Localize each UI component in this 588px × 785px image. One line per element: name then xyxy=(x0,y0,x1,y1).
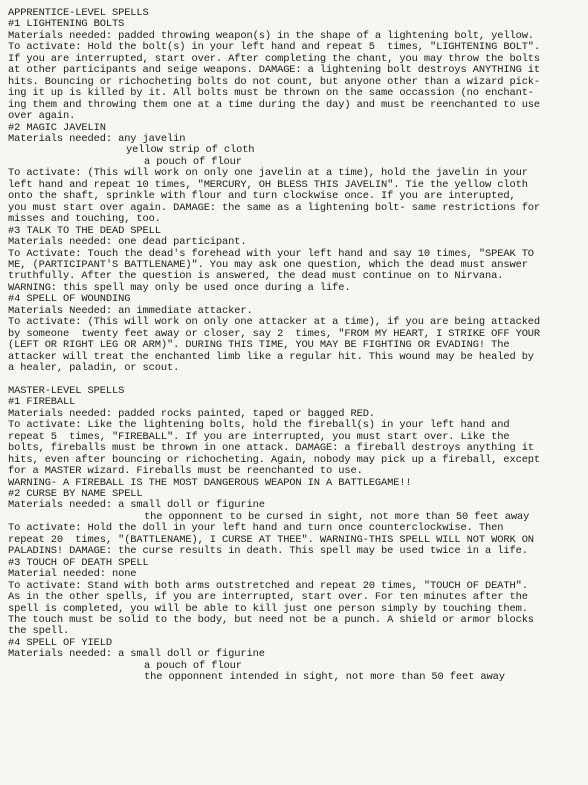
text-line: at other participants and seige weapons. DAMAGE: a lightening bolt destroys ANYTHING it xyxy=(8,64,541,77)
text-line: repeat 20 times, "(BATTLENAME), I CURSE AT THEE". WARNING-THIS SPELL WILL NOT WORK ON xyxy=(8,533,534,546)
text-line: misses and touching, too. xyxy=(8,213,161,226)
text-line: If you are interrupted, start over. After completing the chant, you may throw the bolts xyxy=(8,52,541,65)
text-line: ME, (PARTICIPANT'S BATTLENAME)". You may ask one question, which the dead must answer xyxy=(8,258,528,271)
materials-item: a pouch of flour xyxy=(144,155,242,168)
text-line: ing it up is killed by it. All bolts must be thrown on the same occassion (no enchant- xyxy=(8,87,534,100)
spell-title: #3 TALK TO THE DEAD SPELL xyxy=(8,224,161,237)
master-section xyxy=(8,386,582,684)
text-line: To activate: Hold the doll in your left hand and turn once counterclockwise. Then xyxy=(8,522,504,535)
materials-item: yellow strip of cloth xyxy=(126,144,255,157)
text-line: for a MASTER wizard. Fireballs must be reenchanted to use. xyxy=(8,465,363,478)
text-line: PALADINS! DAMAGE: the curse results in death. This spell may be used twice in a life. xyxy=(8,545,528,558)
spell-title: #2 MAGIC JAVELIN xyxy=(8,121,106,134)
text-line: Materials needed: one dead participant. xyxy=(8,236,247,249)
text-line: hits, even after bouncing or richocheting. Again, nobody may pick up a fireball, except xyxy=(8,453,541,466)
section-heading-master: MASTER-LEVEL SPELLS xyxy=(8,384,125,397)
spell-title: #3 TOUCH OF DEATH SPELL xyxy=(8,556,149,569)
spell-talk-to-dead xyxy=(8,226,582,295)
text-line: by someone twenty feet away or closer, say 2 times, "FROM MY HEART, I STRIKE OFF YOUR xyxy=(8,327,541,340)
text-line: bolts, fireballs must be thrown in one attack. DAMAGE: a fireball destroys anything it xyxy=(8,442,534,455)
text-line: Materials needed: padded rocks painted, taped or bagged RED. xyxy=(8,407,375,420)
text-line: repeat 5 times, "FIREBALL". If you are interrupted, you must start over. Like the xyxy=(8,430,510,443)
text-line: WARNING: this spell may only be used once during a life. xyxy=(8,281,351,294)
text-line: a healer, paladin, or scout. xyxy=(8,362,180,375)
text-line: Materials Needed: an immediate attacker. xyxy=(8,304,253,317)
spell-title: #2 CURSE BY NAME SPELL xyxy=(8,488,143,501)
text-line: Material needed: none xyxy=(8,568,137,581)
spell-wounding xyxy=(8,294,582,374)
materials-item: the opponnent intended in sight, not more than 50 feet away xyxy=(144,671,505,684)
text-line: Materials needed: a small doll or figurine xyxy=(8,499,265,512)
spell-title: #4 SPELL OF WOUNDING xyxy=(8,293,131,306)
spell-curse-by-name xyxy=(8,489,582,558)
materials-item: a pouch of flour xyxy=(144,659,242,672)
text-line: spell is completed, you will be able to kill just one person simply by touching them. xyxy=(8,602,528,615)
spell-of-yield xyxy=(8,638,582,684)
text-line: The touch must be solid to the body, but need not be a punch. A shield or armor blocks xyxy=(8,614,534,626)
section-heading-apprentice: APPRENTICE-LEVEL SPELLS xyxy=(8,7,149,19)
apprentice-section xyxy=(8,8,582,375)
spell-touch-of-death xyxy=(8,558,582,638)
text-line: To activate: (This will work on only one javelin at a time), hold the javelin in your xyxy=(8,167,528,180)
text-line: Materials needed: padded throwing weapon(s) in the shape of a lightening bolt, yellow. xyxy=(8,29,534,42)
text-line: As in the other spells, if you are interrupted, start over. For ten minutes after the xyxy=(8,591,528,604)
text-line: over again. xyxy=(8,110,76,123)
text-line: truthfully. After the question is answered, the dead must continue on to Nirvana. xyxy=(8,270,504,283)
materials-item: the opponnent to be cursed in sight, not more than 50 feet away xyxy=(144,510,530,523)
text-line: Materials needed: a small doll or figurine xyxy=(8,648,265,661)
spell-title: #1 FIREBALL xyxy=(8,396,76,409)
text-line: hits. Bouncing or richocheting bolts do not count, but anyone other than a wizard pick- xyxy=(8,75,541,88)
warning-line: WARNING- A FIREBALL IS THE MOST DANGEROUS WEAPON IN A BATTLEGAME!! xyxy=(8,476,412,489)
text-line: To activate: Hold the bolt(s) in your left hand and repeat 5 times, "LIGHTENING BOLT". xyxy=(8,41,541,54)
text-line: onto the shaft, sprinkle with flour and turn clockwise once. If you are interupted, xyxy=(8,190,516,203)
spell-title: #1 LIGHTENING BOLTS xyxy=(8,18,125,31)
text-line: you must start over again. DAMAGE: the same as a lightening bolt- same restrictions for xyxy=(8,201,541,214)
spell-title: #4 SPELL OF YIELD xyxy=(8,636,112,649)
text-line: To activate: (This will work on only one attacker at a time), if you are being attacked xyxy=(8,316,541,329)
text-line: the spell. xyxy=(8,625,70,638)
spell-magic-javelin xyxy=(8,123,582,226)
text-line: To activate: Stand with both arms outstretched and repeat 20 times, "TOUCH OF DEATH". xyxy=(8,579,528,592)
text-line: Materials needed: any javelin xyxy=(8,132,186,145)
text-line: attacker will treat the enchanted limb like a regular hit. This wound may be healed by xyxy=(8,350,534,363)
spell-lightening-bolts xyxy=(8,19,582,122)
text-line: To Activate: Touch the dead's forehead with your left hand and say 10 times, "SPEAK TO xyxy=(8,247,534,260)
text-line: To activate: Like the lightening bolts, hold the fireball(s) in your left hand and xyxy=(8,419,510,432)
text-line: ing them and throwing them one at a time during the day) and must be reenchanted to use xyxy=(8,98,541,111)
spell-fireball xyxy=(8,397,582,489)
text-line: left hand and repeat 10 times, "MERCURY, OH BLESS THIS JAVELIN". Tie the yellow cloth xyxy=(8,178,528,191)
text-line: (LEFT OR RIGHT LEG OR ARM)". DURING THIS TIME, YOU MAY BE FIGHTING OR EVADING! The xyxy=(8,339,510,352)
